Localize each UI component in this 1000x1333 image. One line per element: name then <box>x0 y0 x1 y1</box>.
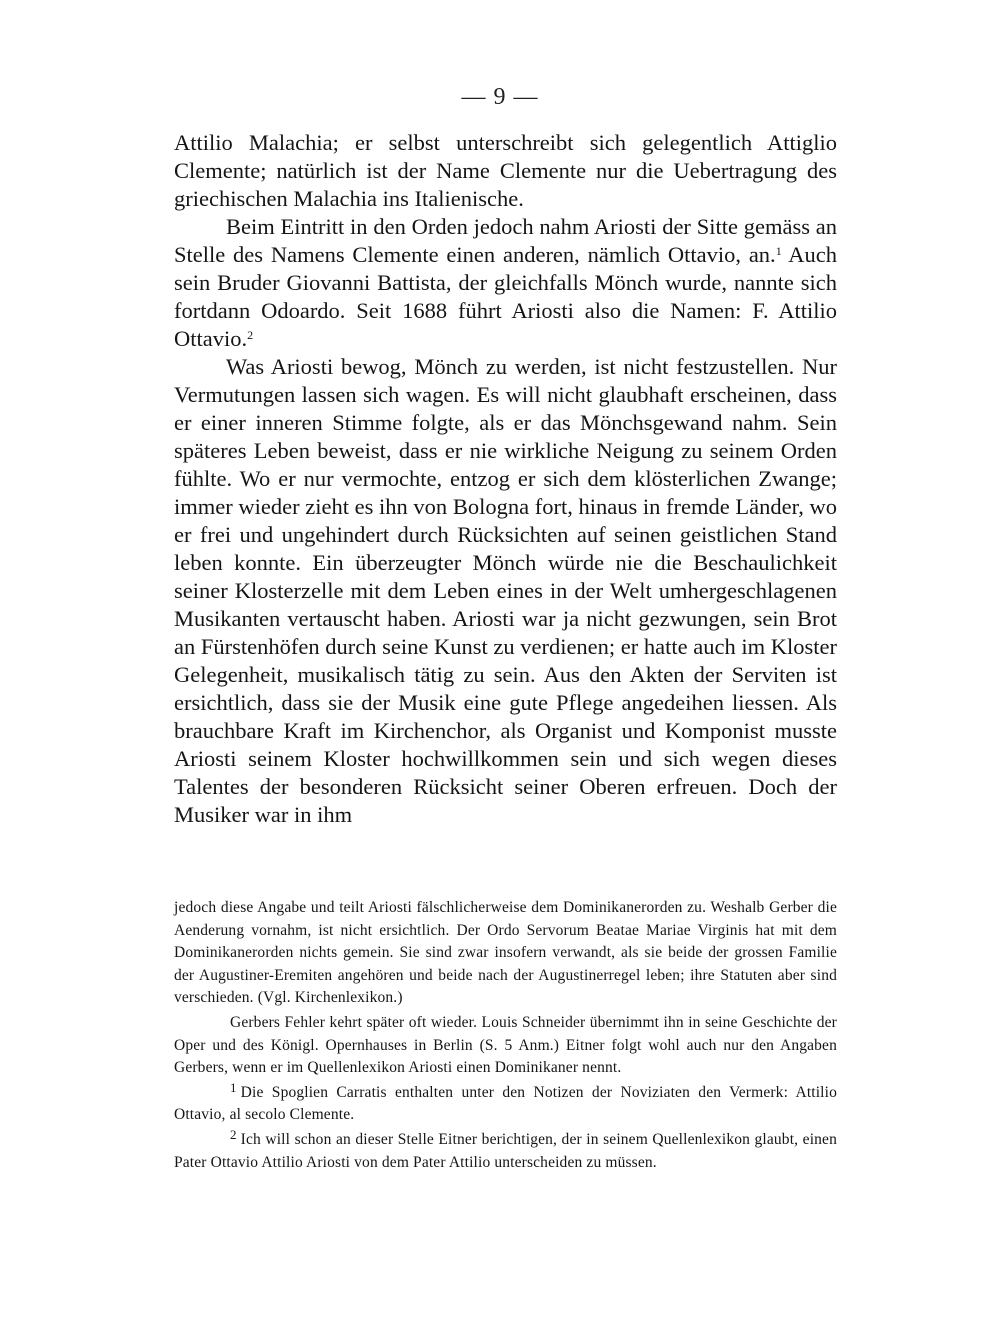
page-number: — 9 — <box>461 84 539 110</box>
footnote-ref-1[interactable]: 1 <box>775 244 782 258</box>
main-text <box>174 129 837 829</box>
footnote-1-text: Die Spoglien Carratis enthalten unter den Notizen der Noviziaten den Vermerk: Attilio Ottavio, al secolo Clemente. <box>174 1083 837 1124</box>
paragraph-2 <box>174 213 837 353</box>
footnotes <box>174 897 837 1174</box>
paragraph-3: Was Ariosti bewog, Mönch zu werden, ist nicht festzustellen. Nur Vermutungen lassen sich wagen. Es will nicht glaubhaft erscheinen, dass er einer inneren Stimme folgte, als er das Mönchsgewand nahm. Sein späteres Leben beweist, dass er nie wirkliche Neigung zu seinem Orden fühlte. Wo er nur vermochte, entzog er sich dem klösterlichen Zwange; immer wieder zieht es ihn von Bologna fort, hinaus in fremde Länder, wo er frei und ungehindert durch Rücksichten auf seinen geistlichen Stand leben konnte. Ein überzeugter Mönch würde nie die Beschaulichkeit seiner Klosterzelle mit dem Leben eines in der Welt umhergeschlagenen Musikanten vertauscht haben. Ariosti war ja nicht gezwungen, sein Brot an Fürstenhöfen durch seine Kunst zu verdienen; er hatte auch im Kloster Gelegenheit, musikalisch tätig zu sein. Aus den Akten der Serviten ist ersichtlich, dass sie der Musik eine gute Pflege angedeihen liessen. Als brauchbare Kraft im Kirchenchor, als Organist und Komponist musste Ariosti seinem Kloster hochwillkommen sein und sich wegen dieses Talentes der besonderen Rücksicht seiner Oberen erfreuen. Doch der Musiker war in ihm <box>174 354 837 827</box>
footnote-2-mark: 2 <box>230 1126 237 1142</box>
paragraph-2-part-b: Auch sein Bruder Giovanni Battista, der gleichfalls Mönch wurde, nannte sich fortdann Odoardo. Seit 1688 führt Ariosti also die Namen: F. Attilio Ottavio. <box>174 242 837 351</box>
footnote-1 <box>174 1079 837 1127</box>
paragraph-2-part-a: Beim Eintritt in den Orden jedoch nahm Ariosti der Sitte gemäss an Stelle des Namens Clemente einen anderen, nämlich Ottavio, an. <box>174 214 837 267</box>
footnote-ref-2[interactable]: 2 <box>247 328 254 342</box>
footnote-2 <box>174 1126 837 1174</box>
footnote-2-text: Ich will schon an dieser Stelle Eitner berichtigen, der in seinem Quellenlexikon glaubt, einen Pater Ottavio Attilio Ariosti von dem Pater Attilio unterscheiden zu müssen. <box>174 1130 837 1171</box>
footnote-continuation-2: Gerbers Fehler kehrt später oft wieder. Louis Schneider übernimmt ihn in seine Geschichte der Oper und des Königl. Opernhauses in Berlin (S. 5 Anm.) Eitner folgt wohl auch nur den Angaben Gerbers, wenn er im Quellenlexikon Ariosti einen Dominikaner nennt. <box>174 1013 837 1077</box>
footnote-continuation-1: jedoch diese Angabe und teilt Ariosti fälschlicherweise dem Dominikanerorden zu. Weshalb Gerber die Aenderung vornahm, ist nicht ersichtlich. Der Ordo Servorum Beatae Mariae Virginis hat mit dem Dominikanerorden nichts gemein. Sie sind zwar insofern verwandt, als sie beide der grossen Familie der Augustiner-Eremiten angehören und beide nach der Augustinerregel leben; ihre Statuten aber sind verschieden. (Vgl. Kirchenlexikon.) <box>174 899 837 1007</box>
footnote-1-mark: 1 <box>230 1079 237 1095</box>
paragraph-1: Attilio Malachia; er selbst unterschreibt sich gelegentlich Attiglio Clemente; natürlich ist der Name Clemente nur die Uebertragung des griechischen Malachia ins Italienische. <box>174 130 837 211</box>
